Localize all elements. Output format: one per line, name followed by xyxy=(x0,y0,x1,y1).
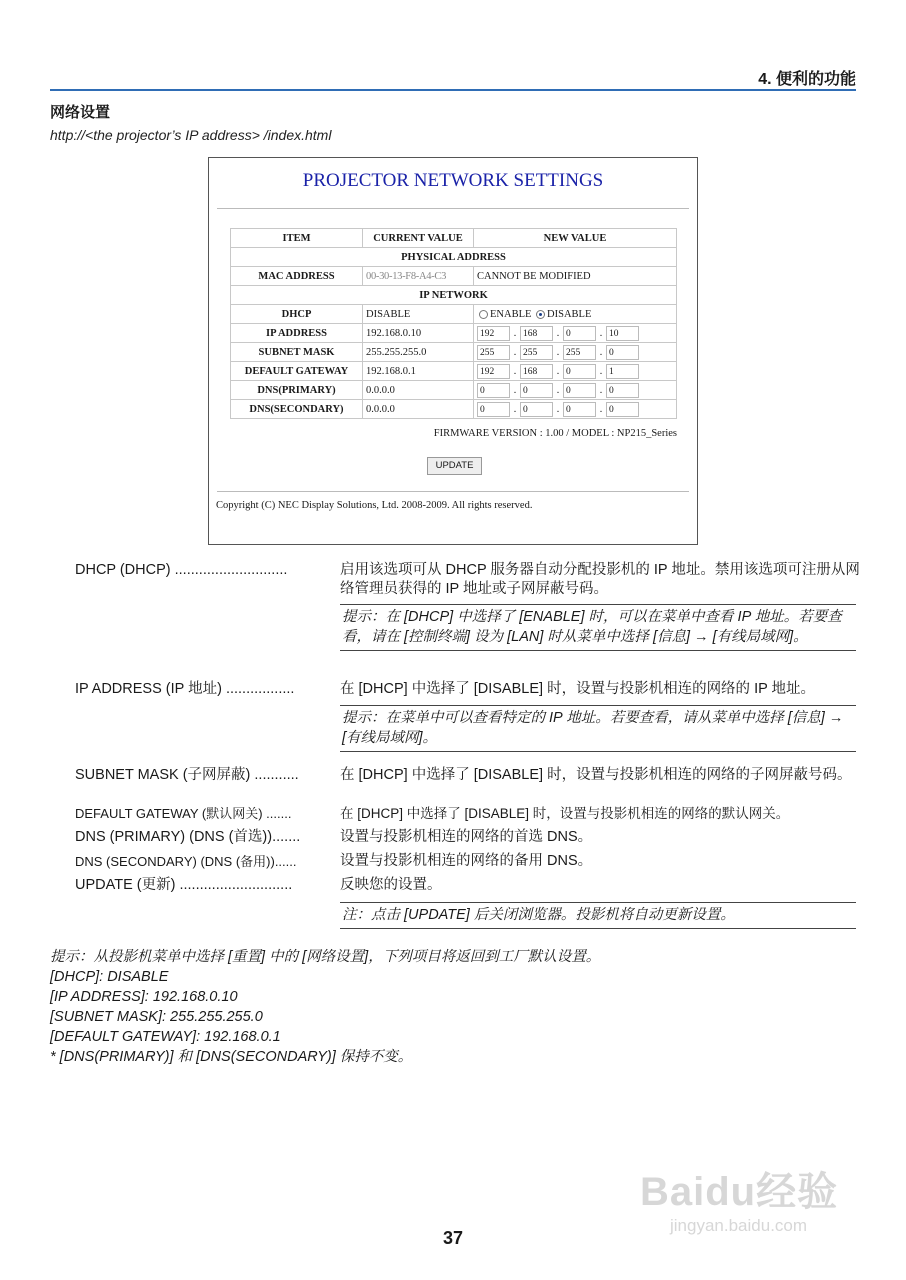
dns-primary-new: 0 . 0 . 0 . 0 xyxy=(474,381,677,400)
gateway-label: DEFAULT GATEWAY xyxy=(231,362,363,381)
gateway-octet-2-input[interactable]: 168 xyxy=(520,364,553,379)
reset-footnote xyxy=(50,947,600,1067)
desc-def: 反映您的设置。 xyxy=(340,877,442,893)
subnet-label: SUBNET MASK xyxy=(231,343,363,362)
table-row xyxy=(231,343,677,362)
desc-term: IP ADDRESS (IP 地址) ................. xyxy=(75,681,295,697)
section-title: 网络设置 xyxy=(50,104,111,121)
ip-address-new: 192 . 168 . 0 . 10 xyxy=(474,324,677,343)
table-row xyxy=(231,381,677,400)
desc-update xyxy=(75,876,860,896)
ip-address-label: IP ADDRESS xyxy=(231,324,363,343)
footnote-line: 提示：从投影机菜单中选择 [重置] 中的 [网络设置]，下列项目将返回到工厂默认设置。 xyxy=(50,949,601,965)
ip-note: 提示：在菜单中可以查看特定的 IP 地址。若要查看，请从菜单中选择 [信息] → [有线局域网]。 xyxy=(340,705,856,752)
dns-primary-current: 0.0.0.0 xyxy=(363,381,474,400)
footnote-line: * [DNS(PRIMARY)] 和 [DNS(SECONDARY)] 保持不变。 xyxy=(50,1049,413,1065)
desc-def: 设置与投影机相连的网络的首选 DNS。 xyxy=(340,829,593,845)
dns-secondary-current: 0.0.0.0 xyxy=(363,400,474,419)
table-row xyxy=(231,305,677,324)
page-number: 37 xyxy=(442,1228,464,1248)
gateway-octet-3-input[interactable]: 0 xyxy=(563,364,596,379)
ip-address-current: 192.168.0.10 xyxy=(363,324,474,343)
table-row xyxy=(231,267,677,286)
watermark-logo: Baidu经验 xyxy=(640,1170,839,1214)
desc-ip-address xyxy=(75,680,860,700)
header-rule xyxy=(50,89,856,91)
desc-term: SUBNET MASK (子网屏蔽) ........... xyxy=(75,767,299,783)
ip-section-row xyxy=(231,286,677,305)
subnet-new: 255 . 255 . 255 . 0 xyxy=(474,343,677,362)
subnet-current: 255.255.255.0 xyxy=(363,343,474,362)
mac-label: MAC ADDRESS xyxy=(231,267,363,286)
table-row xyxy=(231,400,677,419)
desc-term: DEFAULT GATEWAY (默认网关) ....... xyxy=(75,806,292,821)
update-button[interactable]: UPDATE xyxy=(427,457,482,475)
copyright: Copyright (C) NEC Display Solutions, Ltd. 2008-2009. All rights reserved. xyxy=(216,500,533,511)
dhcp-note: 提示：在 [DHCP] 中选择了 [ENABLE] 时，可以在菜单中查看 IP 地址。若要查看，请在 [控制终端] 设为 [LAN] 时从菜单中选择 [信息] → [有线局域网]。 xyxy=(340,604,856,651)
gateway-octet-4-input[interactable]: 1 xyxy=(606,364,639,379)
gateway-octet-1-input[interactable]: 192 xyxy=(477,364,510,379)
dhcp-new xyxy=(474,305,677,324)
watermark-site: jingyan.baidu.com xyxy=(670,1216,808,1235)
table-header-row xyxy=(231,229,677,248)
col-item: ITEM xyxy=(231,229,363,248)
physical-section-row xyxy=(231,248,677,267)
desc-gateway xyxy=(75,804,860,824)
desc-term: DHCP (DHCP) ............................ xyxy=(75,562,288,578)
dhcp-enable-label: ENABLE xyxy=(490,308,532,320)
dhcp-enable-radio[interactable] xyxy=(479,310,488,319)
gateway-new: 192 . 168 . 0 . 1 xyxy=(474,362,677,381)
dns-secondary-new: 0 . 0 . 0 . 0 xyxy=(474,400,677,419)
dns-secondary-octet-4-input[interactable]: 0 xyxy=(606,402,639,417)
dhcp-disable-label: DISABLE xyxy=(547,308,592,320)
dhcp-current: DISABLE xyxy=(363,305,474,324)
subnet-octet-3-input[interactable]: 255 xyxy=(563,345,596,360)
divider xyxy=(217,491,689,492)
footnote-line: [IP ADDRESS]: 192.168.0.10 xyxy=(50,989,238,1005)
dns-primary-octet-4-input[interactable]: 0 xyxy=(606,383,639,398)
ip-octet-3-input[interactable]: 0 xyxy=(563,326,596,341)
col-new: NEW VALUE xyxy=(474,229,677,248)
subnet-octet-2-input[interactable]: 255 xyxy=(520,345,553,360)
dns-primary-octet-2-input[interactable]: 0 xyxy=(520,383,553,398)
desc-dhcp xyxy=(75,561,860,601)
ip-section-label: IP NETWORK xyxy=(231,286,677,305)
dns-secondary-octet-2-input[interactable]: 0 xyxy=(520,402,553,417)
desc-def: 在 [DHCP] 中选择了 [DISABLE] 时，设置与投影机相连的网络的子网屏蔽号码。 xyxy=(340,767,852,783)
subnet-octet-1-input[interactable]: 255 xyxy=(477,345,510,360)
firmware-version: FIRMWARE VERSION : 1.00 / MODEL : NP215_Series xyxy=(433,428,677,439)
dhcp-label: DHCP xyxy=(231,305,363,324)
network-settings-screenshot xyxy=(208,157,698,545)
network-settings-table xyxy=(230,228,677,419)
dns-secondary-label: DNS(SECONDARY) xyxy=(231,400,363,419)
table-row xyxy=(231,362,677,381)
desc-term: DNS (SECONDARY) (DNS (备用))...... xyxy=(75,854,297,869)
dhcp-disable-radio[interactable] xyxy=(536,310,545,319)
desc-def: 启用该选项可从 DHCP 服务器自动分配投影机的 IP 地址。禁用该选项可注册从网络管理员获得的 IP 地址或子网屏蔽号码。 xyxy=(340,562,860,597)
dns-primary-label: DNS(PRIMARY) xyxy=(231,381,363,400)
divider xyxy=(217,208,689,209)
desc-subnet xyxy=(75,766,860,806)
footnote-line: [DEFAULT GATEWAY]: 192.168.0.1 xyxy=(50,1029,281,1045)
desc-dns-secondary xyxy=(75,852,860,872)
desc-term: DNS (PRIMARY) (DNS (首选))....... xyxy=(75,829,301,845)
footnote-line: [SUBNET MASK]: 255.255.255.0 xyxy=(50,1009,263,1025)
dns-secondary-octet-3-input[interactable]: 0 xyxy=(563,402,596,417)
desc-def: 在 [DHCP] 中选择了 [DISABLE] 时，设置与投影机相连的网络的默认网关。 xyxy=(340,806,790,821)
dns-primary-octet-3-input[interactable]: 0 xyxy=(563,383,596,398)
desc-term: UPDATE (更新) ............................ xyxy=(75,877,293,893)
screenshot-title: PROJECTOR NETWORK SETTINGS xyxy=(302,170,604,191)
settings-url: http://<the projector’s IP address> /index.html xyxy=(50,127,332,143)
desc-def: 设置与投影机相连的网络的备用 DNS。 xyxy=(340,853,593,869)
footnote-line: [DHCP]: DISABLE xyxy=(50,969,169,985)
ip-octet-2-input[interactable]: 168 xyxy=(520,326,553,341)
chapter-title: 4. 便利的功能 xyxy=(758,71,856,88)
subnet-octet-4-input[interactable]: 0 xyxy=(606,345,639,360)
update-note: 注：点击 [UPDATE] 后关闭浏览器。投影机将自动更新设置。 xyxy=(340,902,856,929)
mac-current: 00-30-13-F8-A4-C3 xyxy=(363,267,474,286)
gateway-current: 192.168.0.1 xyxy=(363,362,474,381)
dns-primary-octet-1-input[interactable]: 0 xyxy=(477,383,510,398)
ip-octet-4-input[interactable]: 10 xyxy=(606,326,639,341)
desc-dns-primary xyxy=(75,828,860,848)
ip-octet-1-input[interactable]: 192 xyxy=(477,326,510,341)
desc-def: 在 [DHCP] 中选择了 [DISABLE] 时，设置与投影机相连的网络的 IP 地址。 xyxy=(340,681,816,697)
table-row xyxy=(231,324,677,343)
physical-section-label: PHYSICAL ADDRESS xyxy=(231,248,677,267)
mac-new: CANNOT BE MODIFIED xyxy=(474,267,677,286)
dns-secondary-octet-1-input[interactable]: 0 xyxy=(477,402,510,417)
col-current: CURRENT VALUE xyxy=(363,229,474,248)
